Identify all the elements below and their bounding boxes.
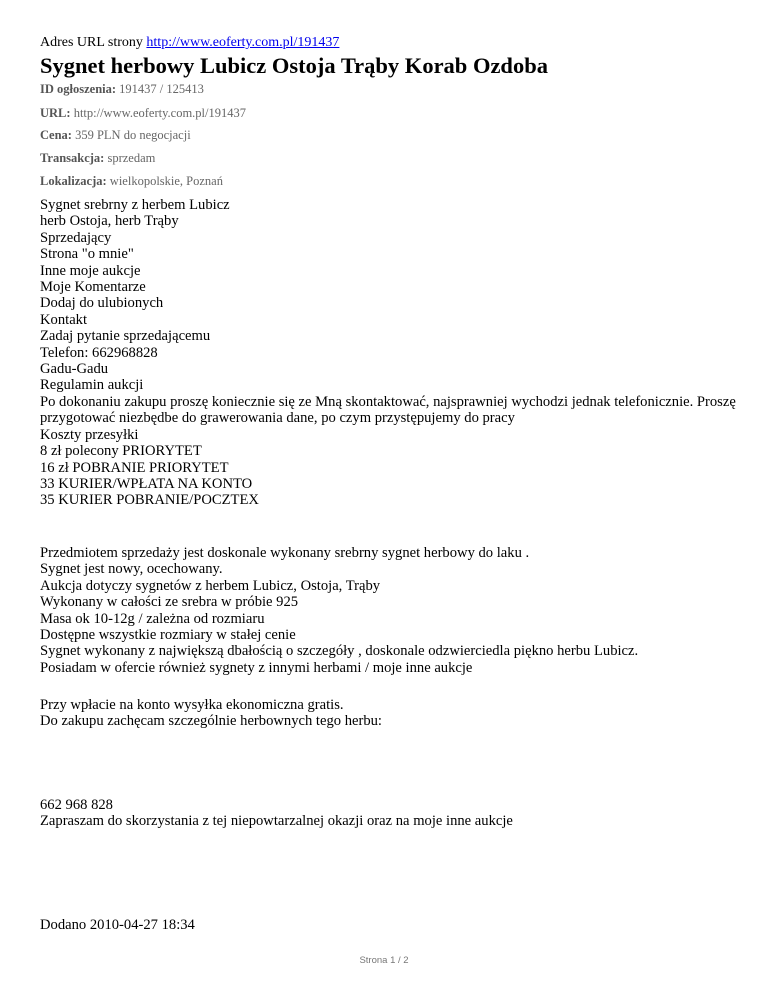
shipping-option: 16 zł POBRANIE PRIORYTET (40, 459, 229, 476)
meta-price-value: 359 PLN do negocjacji (75, 128, 191, 142)
details-paragraph: Po dokonaniu zakupu proszę koniecznie się ze Mną skontaktować, najsprawniej wychodzi jednak telefonicznie. Proszę przygotować niezbędbe do grawerowania dane, po czym przystępujemy do pracy (40, 393, 736, 427)
shipping-option: 8 zł polecony PRIORYTET (40, 443, 202, 460)
about-me-link[interactable]: Strona "o mnie" (40, 246, 134, 263)
other-auctions-link[interactable]: Inne moje aukcje (40, 262, 141, 279)
phone-line: Telefon: 662968828 (40, 344, 158, 361)
meta-transaction (40, 150, 155, 166)
shipping-option: 33 KURIER/WPŁATA NA KONTO (40, 475, 253, 492)
description-line: Sygnet jest nowy, ocechowany. (40, 561, 223, 578)
ask-seller-link[interactable]: Zadaj pytanie sprzedającemu (40, 328, 211, 345)
meta-location-value: wielkopolskie, Poznań (109, 174, 223, 188)
meta-url (40, 105, 246, 121)
details-line: Sprzedający (40, 229, 112, 246)
shipping-note-line: Przy wpłacie na konto wysyłka ekonomiczna gratis. (40, 697, 344, 713)
added-date: Dodano 2010-04-27 18:34 (40, 917, 195, 933)
description-line: Aukcja dotyczy sygnetów z herbem Lubicz, Ostoja, Trąby (40, 577, 381, 594)
meta-id (40, 81, 204, 97)
contact-invitation: Zapraszam do skorzystania z tej niepowtarzalnej okazji oraz na moje inne aukcje (40, 813, 513, 830)
auction-rules-link[interactable]: Regulamin aukcji (40, 377, 144, 394)
details-line: Sygnet srebrny z herbem Lubicz (40, 197, 230, 213)
details-line: herb Ostoja, herb Trąby (40, 213, 179, 230)
description-line: Wykonany w całości ze srebra w próbie 925 (40, 594, 299, 611)
meta-url-label: URL: (40, 106, 71, 120)
description-block (40, 545, 740, 676)
description-line: Przedmiotem sprzedaży jest doskonale wykonany srebrny sygnet herbowy do laku . (40, 545, 530, 561)
meta-location-label: Lokalizacja: (40, 174, 107, 188)
gadu-gadu-link[interactable]: Gadu-Gadu (40, 361, 109, 378)
contact-block (40, 797, 740, 830)
meta-location (40, 173, 223, 189)
description-line: Masa ok 10-12g / zależna od rozmiaru (40, 610, 265, 627)
contact-phone: 662 968 828 (40, 797, 113, 813)
meta-transaction-label: Transakcja: (40, 151, 105, 165)
add-to-favorites-link[interactable]: Dodaj do ulubionych (40, 295, 164, 312)
meta-url-value: http://www.eoferty.com.pl/191437 (73, 106, 246, 120)
details-line: Koszty przesyłki (40, 426, 139, 443)
description-line: Dostępne wszystkie rozmiary w stałej cenie (40, 627, 296, 644)
url-label: Adres URL strony (40, 35, 143, 50)
page-url-line (40, 34, 339, 52)
meta-price-label: Cena: (40, 128, 72, 142)
meta-id-label: ID ogłoszenia: (40, 82, 117, 96)
meta-id-value: 191437 / 125413 (119, 82, 204, 96)
shipping-note-line: Do zakupu zachęcam szczególnie herbownych tego herbu: (40, 713, 382, 730)
description-line: Posiadam w ofercie również sygnety z innymi herbami / moje inne aukcje (40, 659, 473, 676)
comments-link[interactable]: Moje Komentarze (40, 279, 146, 296)
description-line: Sygnet wykonany z największą dbałością o szczegóły , doskonale odzwierciedla piękno herbu Lubicz. (40, 643, 639, 660)
shipping-note-block (40, 697, 740, 730)
meta-transaction-value: sprzedam (107, 151, 156, 165)
page-title: Sygnet herbowy Lubicz Ostoja Trąby Korab Ozdoba (40, 53, 548, 78)
details-block (40, 197, 740, 509)
details-line: Kontakt (40, 311, 88, 328)
page-url-link[interactable]: http://www.eoferty.com.pl/191437 (146, 35, 340, 50)
meta-price (40, 127, 191, 143)
page-number-footer: Strona 1 / 2 (359, 955, 409, 966)
shipping-option: 35 KURIER POBRANIE/POCZTEX (40, 492, 259, 509)
